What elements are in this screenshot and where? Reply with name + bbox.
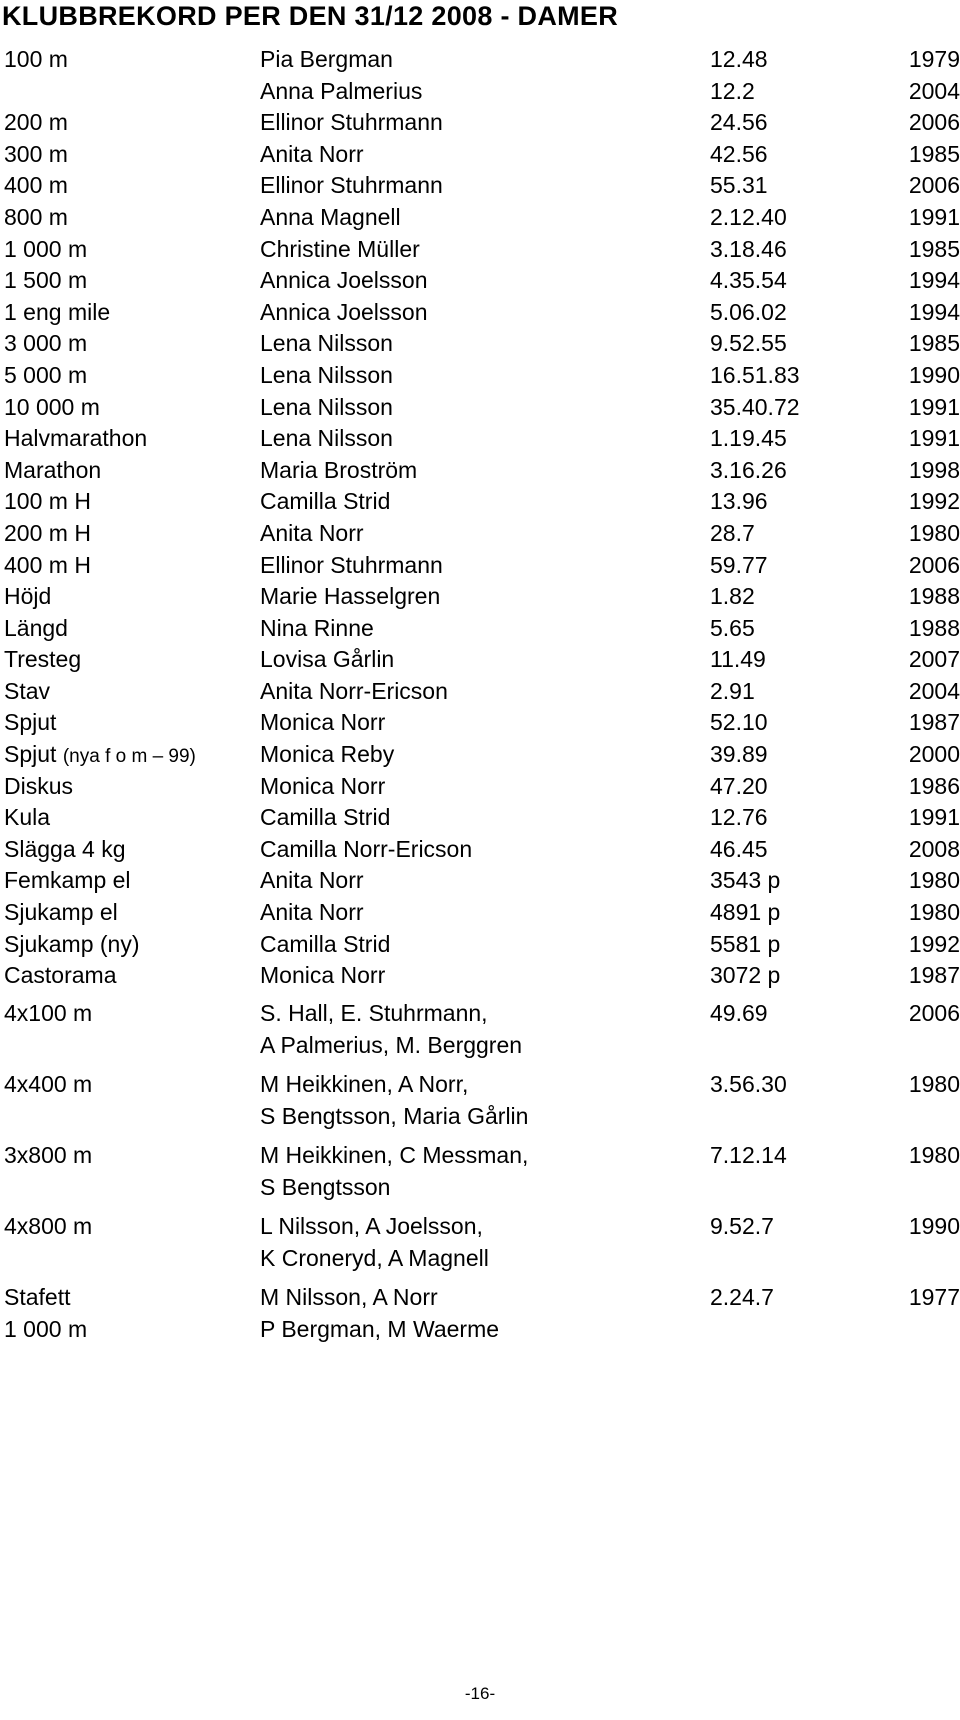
event-note: (nya f o m – 99): [62, 746, 196, 768]
athlete-name: Marie Hasselgren: [260, 583, 441, 610]
record-year: 1994: [908, 298, 960, 325]
record-row: [0, 802, 960, 834]
record-year: 1998: [908, 456, 960, 483]
record-year: 1986: [908, 772, 960, 799]
record-year: 2006: [908, 551, 960, 578]
event-cell: [4, 581, 51, 613]
athlete-name: Monica Norr: [260, 709, 386, 736]
record-row: [0, 865, 960, 897]
event-label: 4x800 m: [4, 1212, 93, 1239]
record-row: [0, 297, 960, 329]
record-year: 1991: [908, 804, 960, 831]
record-row: [0, 139, 960, 171]
athlete-name: Annica Joelsson: [260, 298, 428, 325]
record-year: 1980: [908, 867, 960, 894]
event-cell: [4, 1140, 92, 1173]
result-value: 5581 p: [710, 930, 781, 957]
result-value: 4.35.54: [710, 267, 787, 294]
result-value: 2.91: [710, 677, 755, 704]
relay-team: [260, 1211, 489, 1276]
athlete-name: Pia Bergman: [260, 46, 393, 72]
event-label: 100 m: [4, 46, 68, 72]
athlete-name: Monica Norr: [260, 772, 386, 799]
record-year: 1992: [908, 488, 960, 515]
record-row: [0, 455, 960, 487]
record-row: [0, 234, 960, 266]
athlete-name: Camilla Norr-Ericson: [260, 835, 473, 862]
athlete-name: Anita Norr-Ericson: [260, 677, 448, 704]
athlete-name: Lena Nilsson: [260, 425, 393, 452]
athlete-name: Camilla Strid: [260, 930, 391, 957]
record-year: 1980: [908, 1141, 960, 1168]
record-row: [0, 960, 960, 992]
result-value: 4891 p: [710, 899, 781, 926]
event-label: Spjut: [4, 741, 57, 768]
record-year: 1991: [908, 393, 960, 420]
record-year: 1985: [908, 235, 960, 262]
record-year: 1987: [908, 962, 960, 989]
athlete-name: Monica Norr: [260, 962, 386, 989]
result-value: 42.56: [710, 140, 768, 167]
event-cell: [4, 771, 73, 803]
result-value: 2.24.7: [710, 1283, 774, 1310]
event-label: Höjd: [4, 583, 52, 610]
record-year: 1988: [908, 583, 960, 610]
relay-team-line1: M Heikkinen, A Norr,: [260, 1070, 469, 1097]
event-cell: [4, 44, 68, 76]
athlete-name: Lena Nilsson: [260, 330, 393, 357]
relay-team: [260, 1140, 528, 1205]
record-row: [0, 707, 960, 739]
record-row: [0, 676, 960, 708]
result-value: 59.77: [710, 551, 768, 578]
result-value: 1.19.45: [710, 425, 787, 452]
event-cell: [4, 929, 139, 961]
event-label: 800 m: [4, 203, 68, 230]
athlete-name: Ellinor Stuhrmann: [260, 551, 443, 578]
record-year: 1985: [908, 140, 960, 167]
athlete-name: Anita Norr: [260, 140, 364, 167]
result-value: 46.45: [710, 835, 768, 862]
record-year: 1985: [908, 330, 960, 357]
record-year: 2007: [908, 646, 960, 673]
event-cell: [4, 1282, 87, 1347]
event-label: Halvmarathon: [4, 425, 148, 452]
record-year: 1980: [908, 519, 960, 546]
event-cell: [4, 865, 131, 897]
record-year: 1992: [908, 930, 960, 957]
result-value: 16.51.83: [710, 361, 800, 388]
record-row: [0, 581, 960, 613]
result-value: 11.49: [710, 646, 766, 673]
event-label: Kula: [4, 804, 51, 831]
record-year: 1988: [908, 614, 960, 641]
relay-team-line2: S Bengtsson: [260, 1174, 391, 1201]
athlete-name: Anna Palmerius: [260, 77, 423, 104]
relay-team-line2: S Bengtsson, Maria Gårlin: [260, 1103, 529, 1130]
record-row: [0, 76, 960, 108]
event-label: 200 m: [4, 109, 68, 136]
athlete-name: Camilla Strid: [260, 488, 391, 515]
record-year: 2006: [908, 109, 960, 136]
relay-row: [0, 1211, 960, 1276]
record-row: [0, 392, 960, 424]
event-label: 4x400 m: [4, 1070, 93, 1097]
event-label: 400 m: [4, 172, 68, 199]
event-label: Castorama: [4, 962, 117, 989]
event-label: 1 000 m: [4, 235, 88, 262]
relay-team-line2: K Croneryd, A Magnell: [260, 1245, 489, 1272]
event-cell: [4, 960, 116, 992]
event-cell: [4, 676, 50, 708]
athlete-name: Monica Reby: [260, 741, 395, 768]
athlete-name: Camilla Strid: [260, 804, 391, 831]
record-year: 1991: [908, 203, 960, 230]
athlete-name: Ellinor Stuhrmann: [260, 172, 443, 199]
relay-team: [260, 1282, 499, 1347]
event-cell: [4, 486, 91, 518]
event-cell: [4, 1211, 92, 1244]
event-label: 5 000 m: [4, 361, 88, 388]
result-value: 55.31: [710, 172, 768, 199]
event-label: Stav: [4, 677, 51, 704]
record-row: [0, 550, 960, 582]
result-value: 12.76: [710, 804, 768, 831]
page-title: KLUBBREKORD PER DEN 31/12 2008 - DAMER: [2, 1, 619, 31]
relay-row: [0, 998, 960, 1063]
result-value: 39.89: [710, 741, 768, 768]
record-row: [0, 739, 960, 771]
record-row: [0, 486, 960, 518]
event-label: Sjukamp (ny): [4, 930, 140, 957]
event-label: 1 500 m: [4, 267, 88, 294]
event-cell: [4, 139, 68, 171]
result-value: 24.56: [710, 109, 768, 136]
record-row: [0, 613, 960, 645]
record-year: 1994: [908, 267, 960, 294]
event-cell: [4, 328, 87, 360]
athlete-name: Lovisa Gårlin: [260, 646, 395, 673]
result-value: 1.82: [710, 583, 755, 610]
relay-team-line1: S. Hall, E. Stuhrmann,: [260, 999, 488, 1026]
athlete-name: Lena Nilsson: [260, 393, 393, 420]
event-cell: [4, 170, 68, 202]
page-number: -16-: [464, 1684, 496, 1703]
event-cell: [4, 297, 110, 329]
athlete-name: Nina Rinne: [260, 614, 374, 641]
event-cell: [4, 265, 87, 297]
event-cell: [4, 360, 87, 392]
result-value: 3.16.26: [710, 456, 787, 483]
record-year: 2008: [908, 835, 960, 862]
result-value: 12.48: [710, 46, 768, 72]
event-label: 300 m: [4, 140, 68, 167]
athlete-name: Anita Norr: [260, 519, 364, 546]
record-row: [0, 202, 960, 234]
event-cell: [4, 1069, 92, 1102]
relay-row: [0, 1140, 960, 1205]
event-cell: [4, 455, 101, 487]
record-year: 1977: [908, 1283, 960, 1310]
records-table: [0, 44, 960, 1347]
record-year: 2006: [908, 999, 960, 1026]
record-row: [0, 170, 960, 202]
record-row: [0, 897, 960, 929]
relay-team-line1: M Nilsson, A Norr: [260, 1283, 438, 1310]
result-value: 28.7: [710, 519, 755, 546]
relay-team-line2: P Bergman, M Waerme: [260, 1316, 500, 1343]
result-value: 35.40.72: [710, 393, 800, 420]
event-cell: [4, 613, 68, 645]
event-label-line2: 1 000 m: [4, 1316, 88, 1343]
record-row: [0, 771, 960, 803]
event-label: Sjukamp el: [4, 899, 118, 926]
result-value: 47.20: [710, 772, 768, 799]
record-year: 1980: [908, 899, 960, 926]
athlete-name: Anita Norr: [260, 899, 364, 926]
athlete-name: Lena Nilsson: [260, 361, 393, 388]
event-cell: [4, 739, 196, 773]
result-value: 13.96: [710, 488, 768, 515]
event-label: Diskus: [4, 772, 74, 799]
record-row: [0, 265, 960, 297]
result-value: 3.18.46: [710, 235, 787, 262]
athlete-name: Christine Müller: [260, 235, 420, 262]
event-label: 10 000 m: [4, 393, 100, 420]
record-year: 1990: [908, 361, 960, 388]
event-cell: [4, 107, 68, 139]
result-value: 2.12.40: [710, 203, 787, 230]
record-year: 2000: [908, 741, 960, 768]
relay-row: [0, 1069, 960, 1134]
event-label: 100 m H: [4, 488, 91, 515]
record-row: [0, 518, 960, 550]
event-label: Femkamp el: [4, 867, 131, 894]
relay-row: [0, 1282, 960, 1347]
event-label: Spjut: [4, 709, 57, 736]
athlete-name: Maria Broström: [260, 456, 418, 483]
result-value: 12.2: [710, 77, 755, 104]
event-label: 3x800 m: [4, 1141, 93, 1168]
result-value: 52.10: [710, 709, 768, 736]
event-label: Tresteg: [4, 646, 82, 673]
event-label: Stafett: [4, 1283, 71, 1310]
event-label: Längd: [4, 614, 68, 641]
result-value: 49.69: [710, 999, 768, 1026]
relay-team: [260, 1069, 528, 1134]
record-row: [0, 328, 960, 360]
athlete-name: Ellinor Stuhrmann: [260, 109, 443, 136]
record-year: 1980: [908, 1070, 960, 1097]
athlete-name: Anita Norr: [260, 867, 364, 894]
athlete-name: Annica Joelsson: [260, 267, 428, 294]
event-cell: [4, 234, 87, 266]
record-row: [0, 929, 960, 961]
record-year: 1979: [908, 46, 960, 72]
event-label: 3 000 m: [4, 330, 88, 357]
event-cell: [4, 834, 125, 866]
result-value: 9.52.7: [710, 1212, 774, 1239]
event-label: 1 eng mile: [4, 298, 111, 325]
record-year: 2006: [908, 172, 960, 199]
record-year: 1991: [908, 425, 960, 452]
event-cell: [4, 897, 118, 929]
record-year: 2004: [908, 77, 960, 104]
record-year: 2004: [908, 677, 960, 704]
result-value: 5.06.02: [710, 298, 787, 325]
record-row: [0, 107, 960, 139]
relay-team-line1: M Heikkinen, C Messman,: [260, 1141, 529, 1168]
result-value: 3.56.30: [710, 1070, 787, 1097]
event-cell: [4, 518, 91, 550]
record-year: 1987: [908, 709, 960, 736]
result-value: 5.65: [710, 614, 755, 641]
event-cell: [4, 998, 92, 1031]
relay-team-line1: L Nilsson, A Joelsson,: [260, 1212, 483, 1239]
event-cell: [4, 644, 81, 676]
relay-team: [260, 998, 522, 1063]
result-value: 3543 p: [710, 867, 781, 894]
record-row: [0, 834, 960, 866]
record-row: [0, 423, 960, 455]
record-row: [0, 644, 960, 676]
event-cell: [4, 202, 68, 234]
result-value: 9.52.55: [710, 330, 787, 357]
event-label: 200 m H: [4, 519, 91, 546]
event-cell: [4, 550, 91, 582]
event-label: 400 m H: [4, 551, 91, 578]
record-row: [0, 360, 960, 392]
result-value: 3072 p: [710, 962, 781, 989]
event-cell: [4, 707, 56, 739]
record-year: 1990: [908, 1212, 960, 1239]
event-cell: [4, 423, 147, 455]
event-label: Marathon: [4, 456, 102, 483]
result-value: 7.12.14: [710, 1141, 787, 1168]
event-cell: [4, 802, 50, 834]
athlete-name: Anna Magnell: [260, 203, 401, 230]
relay-team-line2: A Palmerius, M. Berggren: [260, 1032, 523, 1059]
record-row: [0, 44, 960, 76]
event-cell: [4, 392, 100, 424]
event-label: Slägga 4 kg: [4, 835, 126, 862]
event-label: 4x100 m: [4, 999, 93, 1026]
